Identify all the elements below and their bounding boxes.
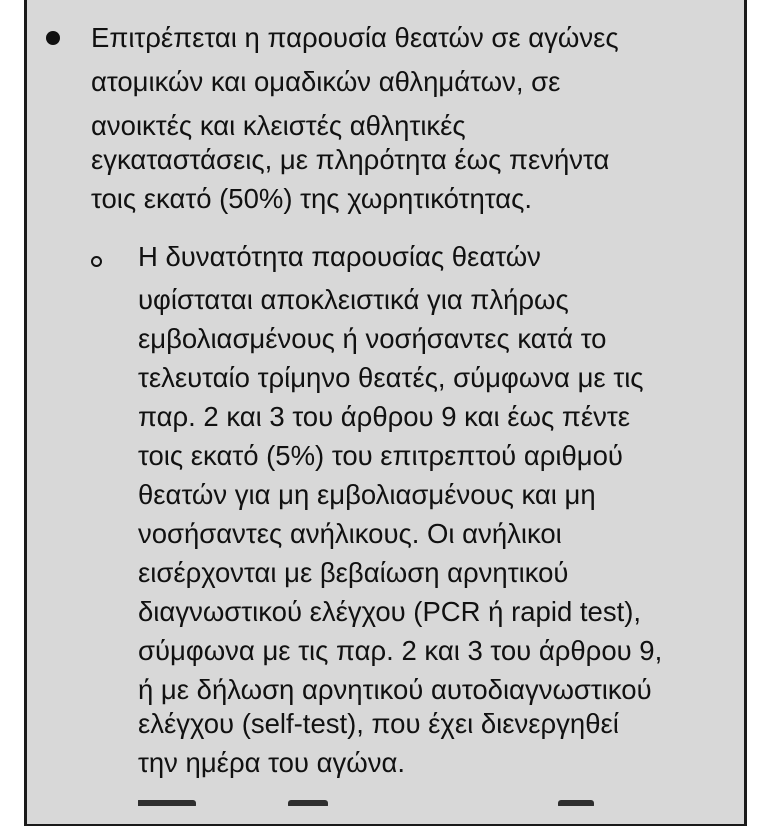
sub-bullet-circle-icon [91, 256, 102, 267]
sub-bullet-line-1: Η δυνατότητα παρουσίας θεατών [138, 241, 541, 272]
sub-bullet-line-12: ή με δήλωση αρνητικού αυτοδιαγνωστικού [138, 674, 652, 705]
sub-bullet-line-4: τελευταίο τρίμηνο θεατές, σύμφωνα με τις [138, 362, 644, 393]
sub-bullet-line-2: υφίσταται αποκλειστικά για πλήρως [138, 284, 569, 315]
bullet-1-line-2: ατομικών και ομαδικών αθλημάτων, σε [91, 66, 561, 97]
sub-bullet-line-5: παρ. 2 και 3 του άρθρου 9 και έως πέντε [138, 401, 630, 432]
cut-off-text-fragment [138, 790, 698, 806]
bullet-1-line-4: εγκαταστάσεις, με πληρότητα έως πενήντα [91, 144, 610, 175]
sub-bullet-line-10: διαγνωστικού ελέγχου (PCR ή rapid test), [138, 596, 642, 627]
sub-bullet-line-13: ελέγχου (self-test), που έχει διενεργηθεί [138, 708, 619, 739]
sub-bullet-line-14: την ημέρα του αγώνα. [138, 747, 405, 778]
sub-bullet-line-9: εισέρχονται με βεβαίωση αρνητικού [138, 557, 569, 588]
sub-bullet-line-11: σύμφωνα με τις παρ. 2 και 3 του άρθρου 9, [138, 635, 663, 666]
sub-bullet-line-7: θεατών για μη εμβολιασμένους και μη [138, 479, 596, 510]
sub-bullet-line-3: εμβολιασμένους ή νοσήσαντες κατά το [138, 323, 607, 354]
bullet-1-line-3: ανοικτές και κλειστές αθλητικές [91, 110, 466, 141]
sub-bullet-line-6: τοις εκατό (5%) του επιτρεπτού αριθμού [138, 440, 623, 471]
bullet-1-line-1: Επιτρέπεται η παρουσία θεατών σε αγώνες [91, 22, 619, 53]
sub-bullet-line-8: νοσήσαντες ανήλικους. Οι ανήλικοι [138, 518, 562, 549]
bullet-1-line-5: τοις εκατό (50%) της χωρητικότητας. [91, 183, 533, 214]
bullet-dot-icon [46, 31, 60, 45]
